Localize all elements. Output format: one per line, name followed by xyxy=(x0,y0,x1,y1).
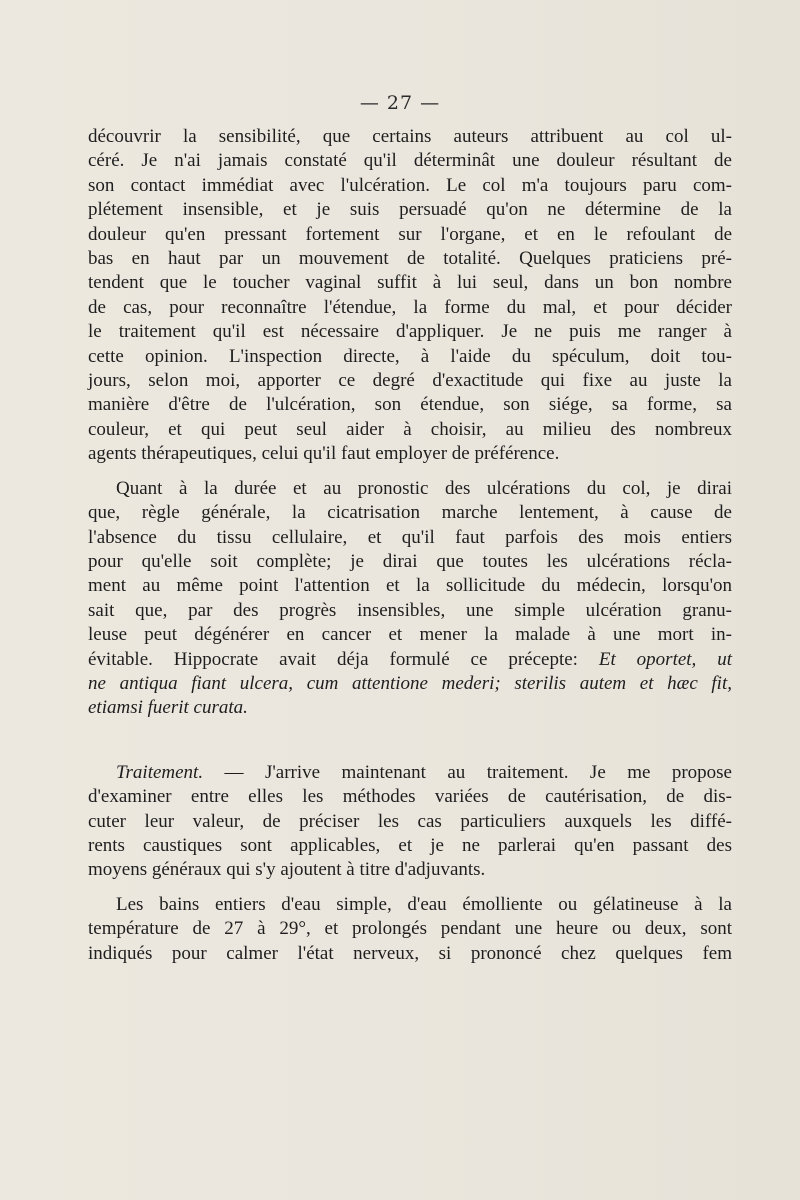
text-line xyxy=(88,648,732,672)
paragraph-gap xyxy=(88,883,732,893)
text-line: douleur qu'en pressant fortement sur l'organe, et en le refoulant de xyxy=(88,223,732,245)
text-line: céré. Je n'ai jamais constaté qu'il déterminât une douleur résultant de xyxy=(88,150,732,172)
latin-quote-line: ne antiqua fiant ulcera, cum attentione mederi; sterilis autem et hæc fit, xyxy=(88,672,732,694)
page-number: — 27 — xyxy=(359,92,441,114)
latin-quote: Et oportet, ut xyxy=(598,648,732,670)
text-line: bas en haut par un mouvement de totalité. Quelques praticiens pré- xyxy=(88,248,732,270)
text-line: manière d'être de l'ulcération, son étendue, son siége, sa forme, sa xyxy=(88,394,732,416)
text-line: ment au même point l'attention et la sollicitude du médecin, lorsqu'on xyxy=(88,575,732,597)
text-line: température de 27 à 29°, et prolongés pendant une heure ou deux, sont xyxy=(88,918,732,940)
text-line: tendent que le toucher vaginal suffit à lui seul, dans un bon nombre xyxy=(88,272,732,294)
text-line: cuter leur valeur, de préciser les cas particuliers auxquels les diffé- xyxy=(88,810,732,832)
text-line: découvrir la sensibilité, que certains auteurs attribuent au col ul- xyxy=(88,126,732,147)
text-line: Quant à la durée et au pronostic des ulcérations du col, je dirai xyxy=(116,477,732,499)
paragraph-sensibility xyxy=(88,125,732,467)
line-text: évitable. Hippocrate avait déja formulé ce précepte: xyxy=(88,648,578,670)
text-line: indiqués pour calmer l'état nerveux, si prononcé chez quelques fem xyxy=(88,942,732,964)
text-line: moyens généraux qui s'y ajoutent à titre d'adjuvants. xyxy=(88,859,486,881)
text-line: pour qu'elle soit complète; je dirai que toutes les ulcérations récla- xyxy=(88,550,732,572)
text-line: plétement insensible, et je suis persuadé qu'on ne détermine de la xyxy=(88,199,732,221)
text-line: agents thérapeutiques, celui qu'il faut employer de préférence. xyxy=(88,443,560,465)
text-line: l'absence du tissu cellulaire, et qu'il faut parfois des mois entiers xyxy=(88,526,732,548)
line-text: — J'arrive maintenant au traitement. Je me propose xyxy=(224,761,732,783)
paragraph-baths xyxy=(88,893,732,966)
text-line: le traitement qu'il est nécessaire d'appliquer. Je ne puis me ranger à xyxy=(88,321,732,343)
text-line: rents caustiques sont applicables, et je ne parlerai qu'en passant des xyxy=(88,834,732,856)
text-line: jours, selon moi, apporter ce degré d'exactitude qui fixe au juste la xyxy=(88,370,732,392)
paragraph-treatment xyxy=(88,761,732,883)
text-line: de cas, pour reconnaître l'étendue, la forme du mal, et pour décider xyxy=(88,296,732,318)
text-line: sait que, par des progrès insensibles, une simple ulcération granu- xyxy=(88,599,732,621)
section-gap xyxy=(88,721,732,761)
text-line: cette opinion. L'inspection directe, à l'aide du spéculum, doit tou- xyxy=(88,345,732,367)
text-line: leuse peut dégénérer en cancer et mener la malade à une mort in- xyxy=(88,624,732,646)
section-heading: Traitement. xyxy=(116,761,204,783)
text-line xyxy=(88,761,732,785)
text-line: son contact immédiat avec l'ulcération. Le col m'a toujours paru com- xyxy=(88,174,732,196)
text-line: d'examiner entre elles les méthodes variées de cautérisation, de dis- xyxy=(88,786,732,808)
text-line: couleur, et qui peut seul aider à choisir, au milieu des nombreux xyxy=(88,418,732,440)
page-body xyxy=(88,125,732,966)
text-line: que, règle générale, la cicatrisation marche lentement, à cause de xyxy=(88,502,732,524)
text-line: Les bains entiers d'eau simple, d'eau émolliente ou gélatineuse à la xyxy=(116,893,732,915)
paragraph-prognosis xyxy=(88,477,732,721)
paragraph-gap xyxy=(88,467,732,477)
latin-quote-line: etiamsi fuerit curata. xyxy=(88,697,248,719)
